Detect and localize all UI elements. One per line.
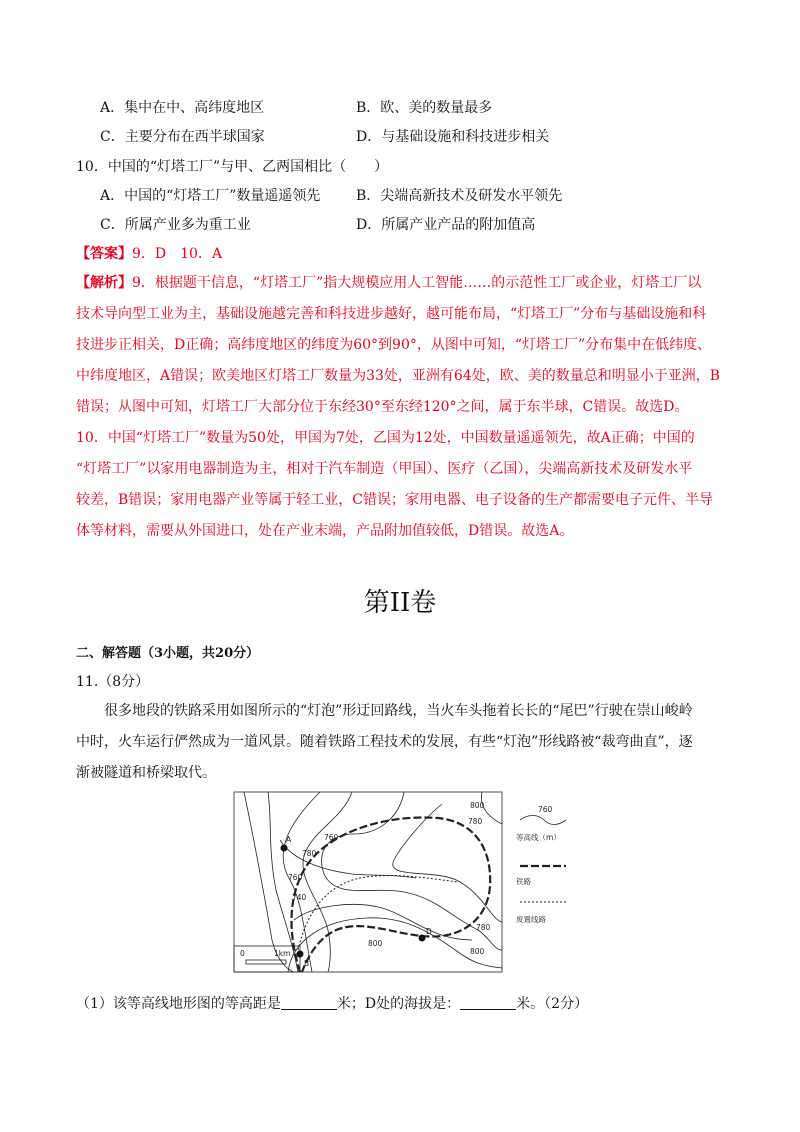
q10-option-c: C．所属产业多为重工业 [100, 217, 251, 233]
q11-part1: （1）该等高线地形图的等高距是 米；D处的海拔是： 米。（2分） [76, 996, 589, 1012]
q11-line: 中时，火车运行俨然成为一道风景。随着铁路工程技术的发展，有些“灯泡”形线路被“裁弯曲直”，逐 [76, 734, 693, 750]
q9-option-d: D．与基础设施和科技进步相关 [356, 129, 550, 145]
analysis-line: 错误；从图中可知，灯塔工厂大部分位于东经30°至东经120°之间，属于东半球，C错误。故选D。 [76, 399, 689, 415]
legend-abandoned-label: 废置线路 [516, 915, 546, 924]
scale-zero-label: 0 [240, 949, 245, 958]
point-label-b: B [304, 959, 310, 968]
analysis-label: 【解析】 [76, 275, 132, 291]
abandoned-line [296, 875, 458, 962]
answer-label: 【答案】 [76, 246, 132, 262]
q10-option-b: B．尖端高新技术及研发水平领先 [356, 188, 563, 204]
point-d-marker [419, 935, 426, 942]
q10-option-a: A．中国的“灯塔工厂”数量遥遥领先 [100, 188, 321, 204]
q10-stem: 10．中国的“灯塔工厂”与甲、乙两国相比（ ） [76, 159, 389, 175]
contour-label: 760 [288, 873, 303, 882]
q9-option-b: B．欧、美的数量最多 [356, 100, 493, 116]
legend-contour-sample-line [520, 816, 566, 825]
contour-label: 760 [324, 833, 339, 842]
contour-line [303, 792, 352, 972]
answer-text: 9．D 10．A [132, 246, 223, 262]
legend-contour-sample-label: 760 [538, 805, 553, 814]
analysis-line: 10．中国“灯塔工厂”数量为50处，甲国为7处，乙国为12处，中国数量遥遥领先，故A正确；中国的 [76, 430, 695, 446]
q10-option-d: D．所属产业产品的附加值高 [356, 217, 536, 233]
contour-label: 740 [292, 893, 307, 902]
answer-blank-interval[interactable] [281, 995, 337, 1010]
contour-label: 780 [302, 849, 317, 858]
analysis-line: 中纬度地区，A错误；欧美地区灯塔工厂数量为33处，亚洲有64处，欧、美的数量总和明显小于亚洲，B [76, 368, 721, 384]
q9-option-c: C．主要分布在西半球国家 [100, 129, 265, 145]
point-b-marker [297, 951, 304, 958]
answer-blank-elevation[interactable] [460, 995, 516, 1010]
analysis-9 [76, 268, 726, 423]
legend-contour-label: 等高线（m） [516, 833, 561, 842]
q11-paragraph [76, 696, 726, 789]
contour-line [244, 792, 294, 972]
volume-title: 第II卷 [363, 588, 437, 618]
contour-label: 800 [470, 801, 485, 810]
contour-line [283, 792, 320, 972]
analysis-line: 【解析】9．根据题干信息，“灯塔工厂”指大规模应用人工智能……的示范性工厂或企业，灯塔工厂以 [76, 275, 702, 291]
contour-line [481, 792, 502, 824]
contour-label: 780 [476, 923, 491, 932]
contour-label: 780 [468, 817, 483, 826]
point-label-a: A [286, 835, 292, 844]
railway-line [292, 817, 491, 972]
analysis-line: “灯塔工厂”以家用电器制造为主，相对于汽车制造（甲国）、医疗（乙国），尖端高新技术及研发水平 [76, 461, 693, 477]
analysis-line: 技进步正相关，D正确；高纬度地区的纬度为60°到90°，从图中可知，“灯塔工厂”分布集中在低纬度、 [76, 337, 712, 353]
q11-head: 11.（8分） [76, 674, 150, 690]
analysis-line: 体等材料，需要从外国进口，处在产业末端，产品附加值较低，D错误。故选A。 [76, 523, 574, 539]
point-a-marker [281, 845, 288, 852]
legend-railway-label: 铁路 [516, 877, 531, 886]
analysis-line: 较差，B错误；家用电器产业等属于轻工业，C错误；家用电器、电子设备的生产都需要电子元件、半导 [76, 492, 713, 508]
contour-label: 800 [368, 939, 383, 948]
q9-option-a: A．集中在中、高纬度地区 [100, 100, 265, 116]
point-label-d: D [426, 927, 432, 936]
contour-label: 800 [470, 947, 485, 956]
contour-map [232, 790, 570, 974]
q11-line: 很多地段的铁路采用如图所示的“灯泡”形迂回路线，当火车头拖着长长的“尾巴”行驶在崇山峻岭 [104, 703, 693, 719]
scale-km-label: 1km [274, 949, 291, 958]
section-heading: 二、解答题（3小题，共20分） [76, 646, 260, 661]
analysis-line: 技术导向型工业为主，基础设施越完善和科技进步越好，越可能布局，“灯塔工厂”分布与基础设施和科 [76, 306, 707, 322]
scale-bar [246, 960, 286, 964]
analysis-10 [76, 423, 726, 547]
answer-line [76, 244, 222, 264]
q11-line: 渐被隧道和桥梁取代。 [76, 765, 216, 781]
